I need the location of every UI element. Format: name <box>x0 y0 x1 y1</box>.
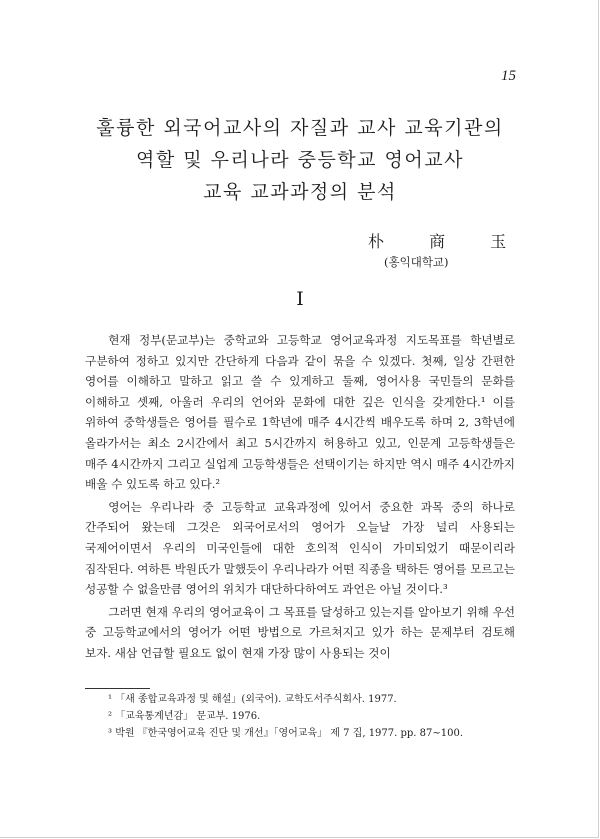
footnotes <box>108 691 508 742</box>
author-name: 朴 商 玉 <box>368 232 527 251</box>
page-number: 15 <box>501 68 516 84</box>
paragraph: 영어는 우리나라 중 고등학교 교육과정에 있어서 중요한 과목 중의 하나로 간주되어 왔는데 그것은 외국어로서의 영어가 오늘날 가장 널리 사용되는 국제어이면서 우리의 미국인들에 대한 호의적 인식이 가미되었기 때문이리라 짐작된다. 여하튼 박원氏가 말했듯이 우리나라가 어떤 직종을 택하든 영어를 모르고는 성공할 수 없을만큼 영어의 위치가 대단하다하여도 과언은 아닐 것이다.³ <box>85 499 516 597</box>
body-text <box>85 330 515 666</box>
author-affiliation: (홍익대학교) <box>384 255 449 269</box>
article-title <box>60 112 540 208</box>
paragraph: 그러면 현재 우리의 영어교육이 그 목표를 달성하고 있는지를 알아보기 위해 우선 중 고등학교에서의 영어가 어떤 방법으로 가르쳐지고 있가 하는 문제부터 검토해 보자. 새삼 언급할 필요도 없이 현재 가장 많이 사용되는 것이 <box>85 604 515 660</box>
footnote: ¹ 「새 종합교육과정 및 해설」(외국어). 교학도서주식회사. 1977. <box>108 694 397 705</box>
footnote: ² 「교육통계년감」 문교부. 1976. <box>108 711 261 722</box>
footnote-divider <box>85 688 150 689</box>
title-line: 교육 교과과정의 분석 <box>203 181 397 203</box>
title-line: 역할 및 우리나라 중등학교 영어교사 <box>136 149 464 171</box>
section-heading: I <box>296 288 304 310</box>
paragraph: 현재 정부(문교부)는 중학교와 고등학교 영어교육과정 지도목표를 학년별로 구분하여 정하고 있지만 간단하게 다음과 같이 묶을 수 있겠다. 첫째, 일상 간편한 영어를 이해하고 말하고 읽고 쓸 수 있게하고 둘째, 영어사용 국민들의 문화를 이해하고 셋째, 아울러 우리의 언어와 문화에 대한 깊은 인식을 갖게한다.¹ 이를 위하여 중학생들은 영어를 필수로 1학년에 매주 4시간씩 배우도록 하며 2, 3학년에 올라가서는 최소 2시간에서 최고 5시간까지 허용하고 있고, 인문계 고등학생들은 매주 4시간까지 그리고 실업계 고등학생들은 선택이기는 하지만 역시 매주 4시간까지 배울 수 있도록 하고 있다.² <box>85 333 515 492</box>
title-line: 훌륭한 외국어교사의 자질과 교사 교육기관의 <box>96 117 504 139</box>
footnote: ³ 박원 『한국영어교육 진단 및 개선』「영어교육」 제 7 집, 1977. pp. 87∼100. <box>108 728 464 739</box>
